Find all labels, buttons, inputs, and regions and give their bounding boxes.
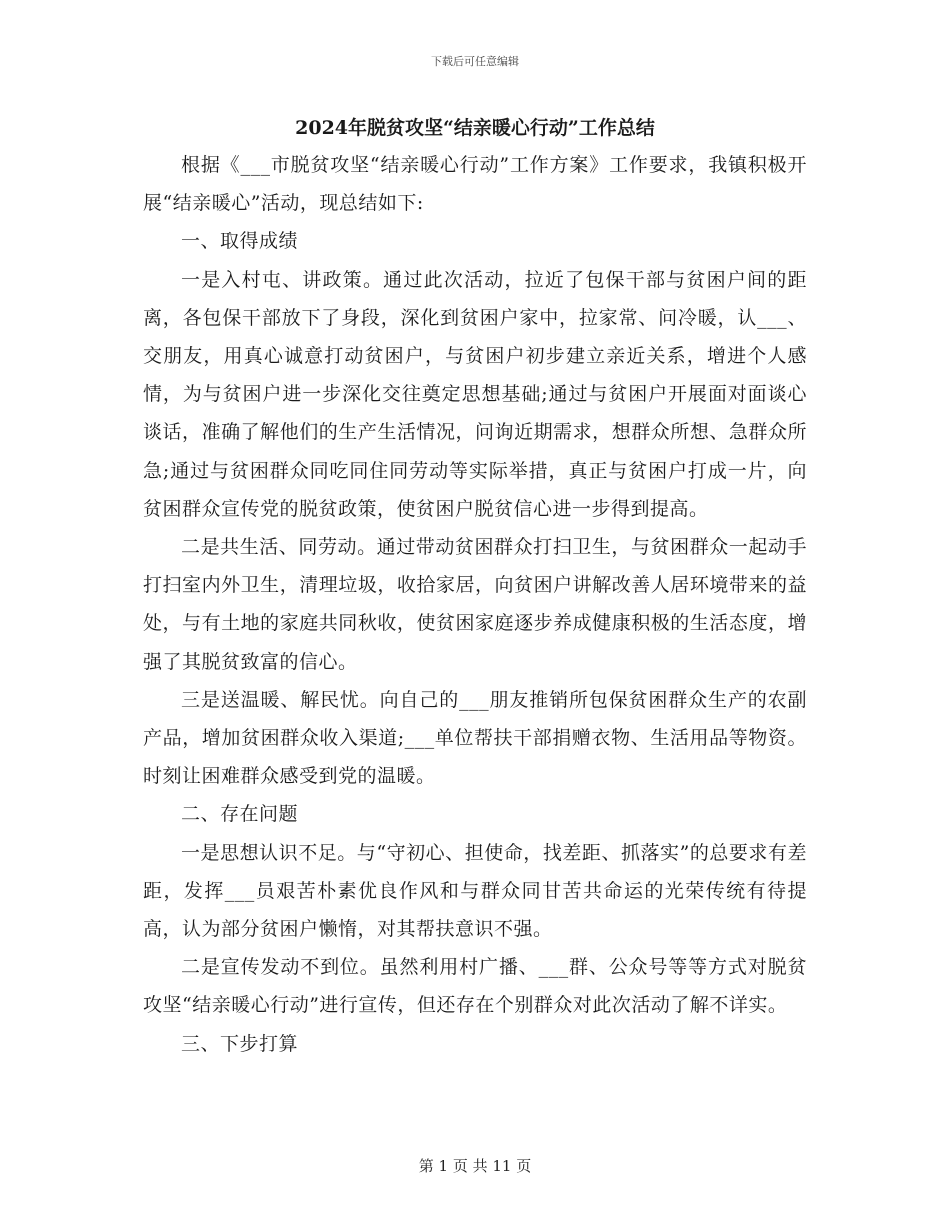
section-1-paragraph-3: 三是送温暖、解民忧。向自己的___朋友推销所包保贫困群众生产的农副产品，增加贫困群众收入渠道;___单位帮扶干部捐赠衣物、生活用品等物资。时刻让困难群众感受到党的温暖。	[143, 688, 807, 788]
section-2-heading: 二、存在问题	[181, 803, 299, 826]
intro-paragraph: 根据《___市脱贫攻坚“结亲暖心行动”工作方案》工作要求，我镇积极开展“结亲暖心”活动，现总结如下:	[143, 154, 807, 215]
section-3-heading: 三、下步打算	[181, 1032, 299, 1055]
header-note: 下载后可任意编辑	[431, 55, 519, 68]
section-2-paragraph-1: 一是思想认识不足。与“守初心、担使命，找差距、抓落实”的总要求有差距，发挥___员艰苦朴素优良作风和与群众同甘苦共命运的光荣传统有待提高，认为部分贫困户懒惰，对其帮扶意识不强。	[143, 841, 807, 941]
section-1-heading: 一、取得成绩	[181, 230, 299, 253]
page-footer: 第 1 页 共 11 页	[418, 1157, 532, 1175]
section-1-paragraph-2: 二是共生活、同劳动。通过带动贫困群众打扫卫生，与贫困群众一起动手打扫室内外卫生，清理垃圾，收拾家居，向贫困户讲解改善人居环境带来的益处，与有土地的家庭共同秋收，使贫困家庭逐步养成健康积极的生活态度，增强了其脱贫致富的信心。	[143, 536, 807, 673]
section-2-paragraph-2: 二是宣传发动不到位。虽然利用村广播、___群、公众号等等方式对脱贫攻坚“结亲暖心行动”进行宣传，但还存在个别群众对此次活动了解不详实。	[143, 956, 807, 1017]
document-body	[143, 146, 807, 1063]
section-1-paragraph-1: 一是入村屯、讲政策。通过此次活动，拉近了包保干部与贫困户间的距离，各包保干部放下了身段，深化到贫困户家中，拉家常、问冷暖，认___、交朋友，用真心诚意打动贫困户，与贫困户初步建立亲近关系，增进个人感情，为与贫困户进一步深化交往奠定思想基础;通过与贫困户开展面对面谈心谈话，准确了解他们的生产生活情况，问询近期需求，想群众所想、急群众所急;通过与贫困群众同吃同住同劳动等实际举措，真正与贫困户打成一片，向贫困群众宣传党的脱贫政策，使贫困户脱贫信心进一步得到提高。	[143, 268, 807, 520]
document-title: 2024年脱贫攻坚“结亲暖心行动”工作总结	[295, 117, 655, 139]
